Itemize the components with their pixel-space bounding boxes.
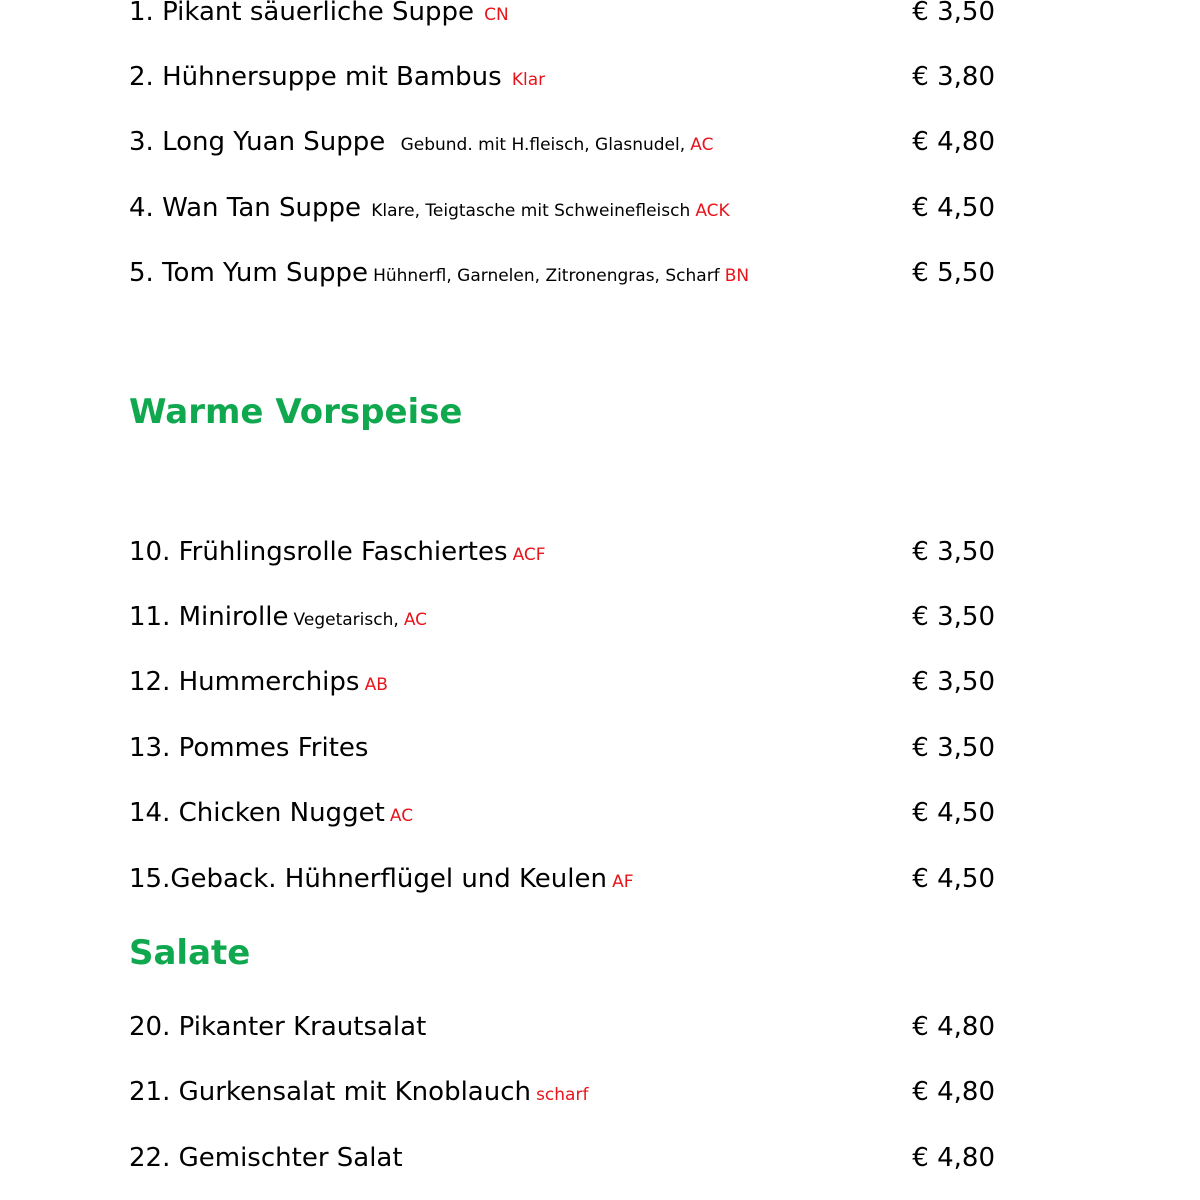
dish-description: Hühnerfl, Garnelen, Zitronengras, Scharf	[373, 266, 720, 286]
dish-name: 12. Hummerchips	[129, 667, 360, 697]
allergen-code: AC	[690, 135, 714, 155]
dish-name: 21. Gurkensalat mit Knoblauch	[129, 1077, 531, 1107]
dish-price: € 3,50	[912, 537, 995, 567]
dish-description: Vegetarisch,	[293, 610, 399, 630]
dish-name: 1. Pikant säuerliche Suppe	[129, 0, 474, 27]
dish-price: € 4,80	[912, 1143, 995, 1173]
dish-name: 11. Minirolle	[129, 602, 289, 632]
dish-name: 5. Tom Yum Suppe	[129, 258, 368, 288]
menu-item-row	[129, 1075, 995, 1115]
menu-item-row	[129, 665, 995, 705]
dish-name: 13. Pommes Frites	[129, 733, 369, 763]
menu-item-row	[129, 1141, 995, 1181]
allergen-code: AF	[612, 872, 634, 892]
menu-item-row	[129, 125, 995, 165]
allergen-code: ACF	[512, 545, 546, 565]
allergen-code: BN	[724, 266, 750, 286]
dish-name: 2. Hühnersuppe mit Bambus	[129, 62, 502, 92]
dish-price: € 3,50	[912, 733, 995, 763]
dish-name: 22. Gemischter Salat	[129, 1143, 403, 1173]
dish-price: € 4,80	[912, 1012, 995, 1042]
dish-name: 3. Long Yuan Suppe	[129, 127, 386, 157]
allergen-code: Klar	[511, 70, 546, 90]
dish-name: 14. Chicken Nugget	[129, 798, 385, 828]
section-heading-salads: Salate	[129, 933, 251, 973]
menu-item-row	[129, 0, 995, 35]
menu-item-row	[129, 600, 995, 640]
dish-name: 15.Geback. Hühnerflügel und Keulen	[129, 864, 607, 894]
dish-price: € 4,80	[912, 127, 995, 157]
allergen-code: AC	[389, 806, 414, 826]
menu-item-row	[129, 731, 995, 771]
dish-price: € 4,50	[912, 864, 995, 894]
menu-item-row	[129, 1010, 995, 1050]
dish-name: 4. Wan Tan Suppe	[129, 193, 362, 223]
dish-price: € 4,50	[912, 798, 995, 828]
dish-name: 20. Pikanter Krautsalat	[129, 1012, 427, 1042]
allergen-code: AB	[364, 675, 388, 695]
section-heading-warm-starters: Warme Vorspeise	[129, 392, 463, 432]
menu-item-row	[129, 191, 995, 231]
menu-item-row	[129, 60, 995, 100]
dish-price: € 3,50	[912, 667, 995, 697]
dish-price: € 3,50	[912, 602, 995, 632]
dish-price: € 3,80	[912, 62, 995, 92]
allergen-code: CN	[484, 5, 509, 25]
menu-item-row	[129, 796, 995, 836]
menu-item-row	[129, 535, 995, 575]
menu-item-row	[129, 862, 995, 902]
dish-price: € 5,50	[912, 258, 995, 288]
dish-price: € 3,50	[912, 0, 995, 27]
allergen-code: ACK	[695, 201, 730, 221]
dish-price: € 4,50	[912, 193, 995, 223]
dish-price: € 4,80	[912, 1077, 995, 1107]
menu-item-row	[129, 256, 995, 296]
dish-description: Klare, Teigtasche mit Schweinefleisch	[371, 201, 691, 221]
allergen-code: AC	[403, 610, 428, 630]
dish-description: Gebund. mit H.fleisch, Glasnudel,	[400, 135, 686, 155]
dish-name: 10. Frühlingsrolle Faschiertes	[129, 537, 508, 567]
allergen-code: scharf	[536, 1085, 589, 1105]
